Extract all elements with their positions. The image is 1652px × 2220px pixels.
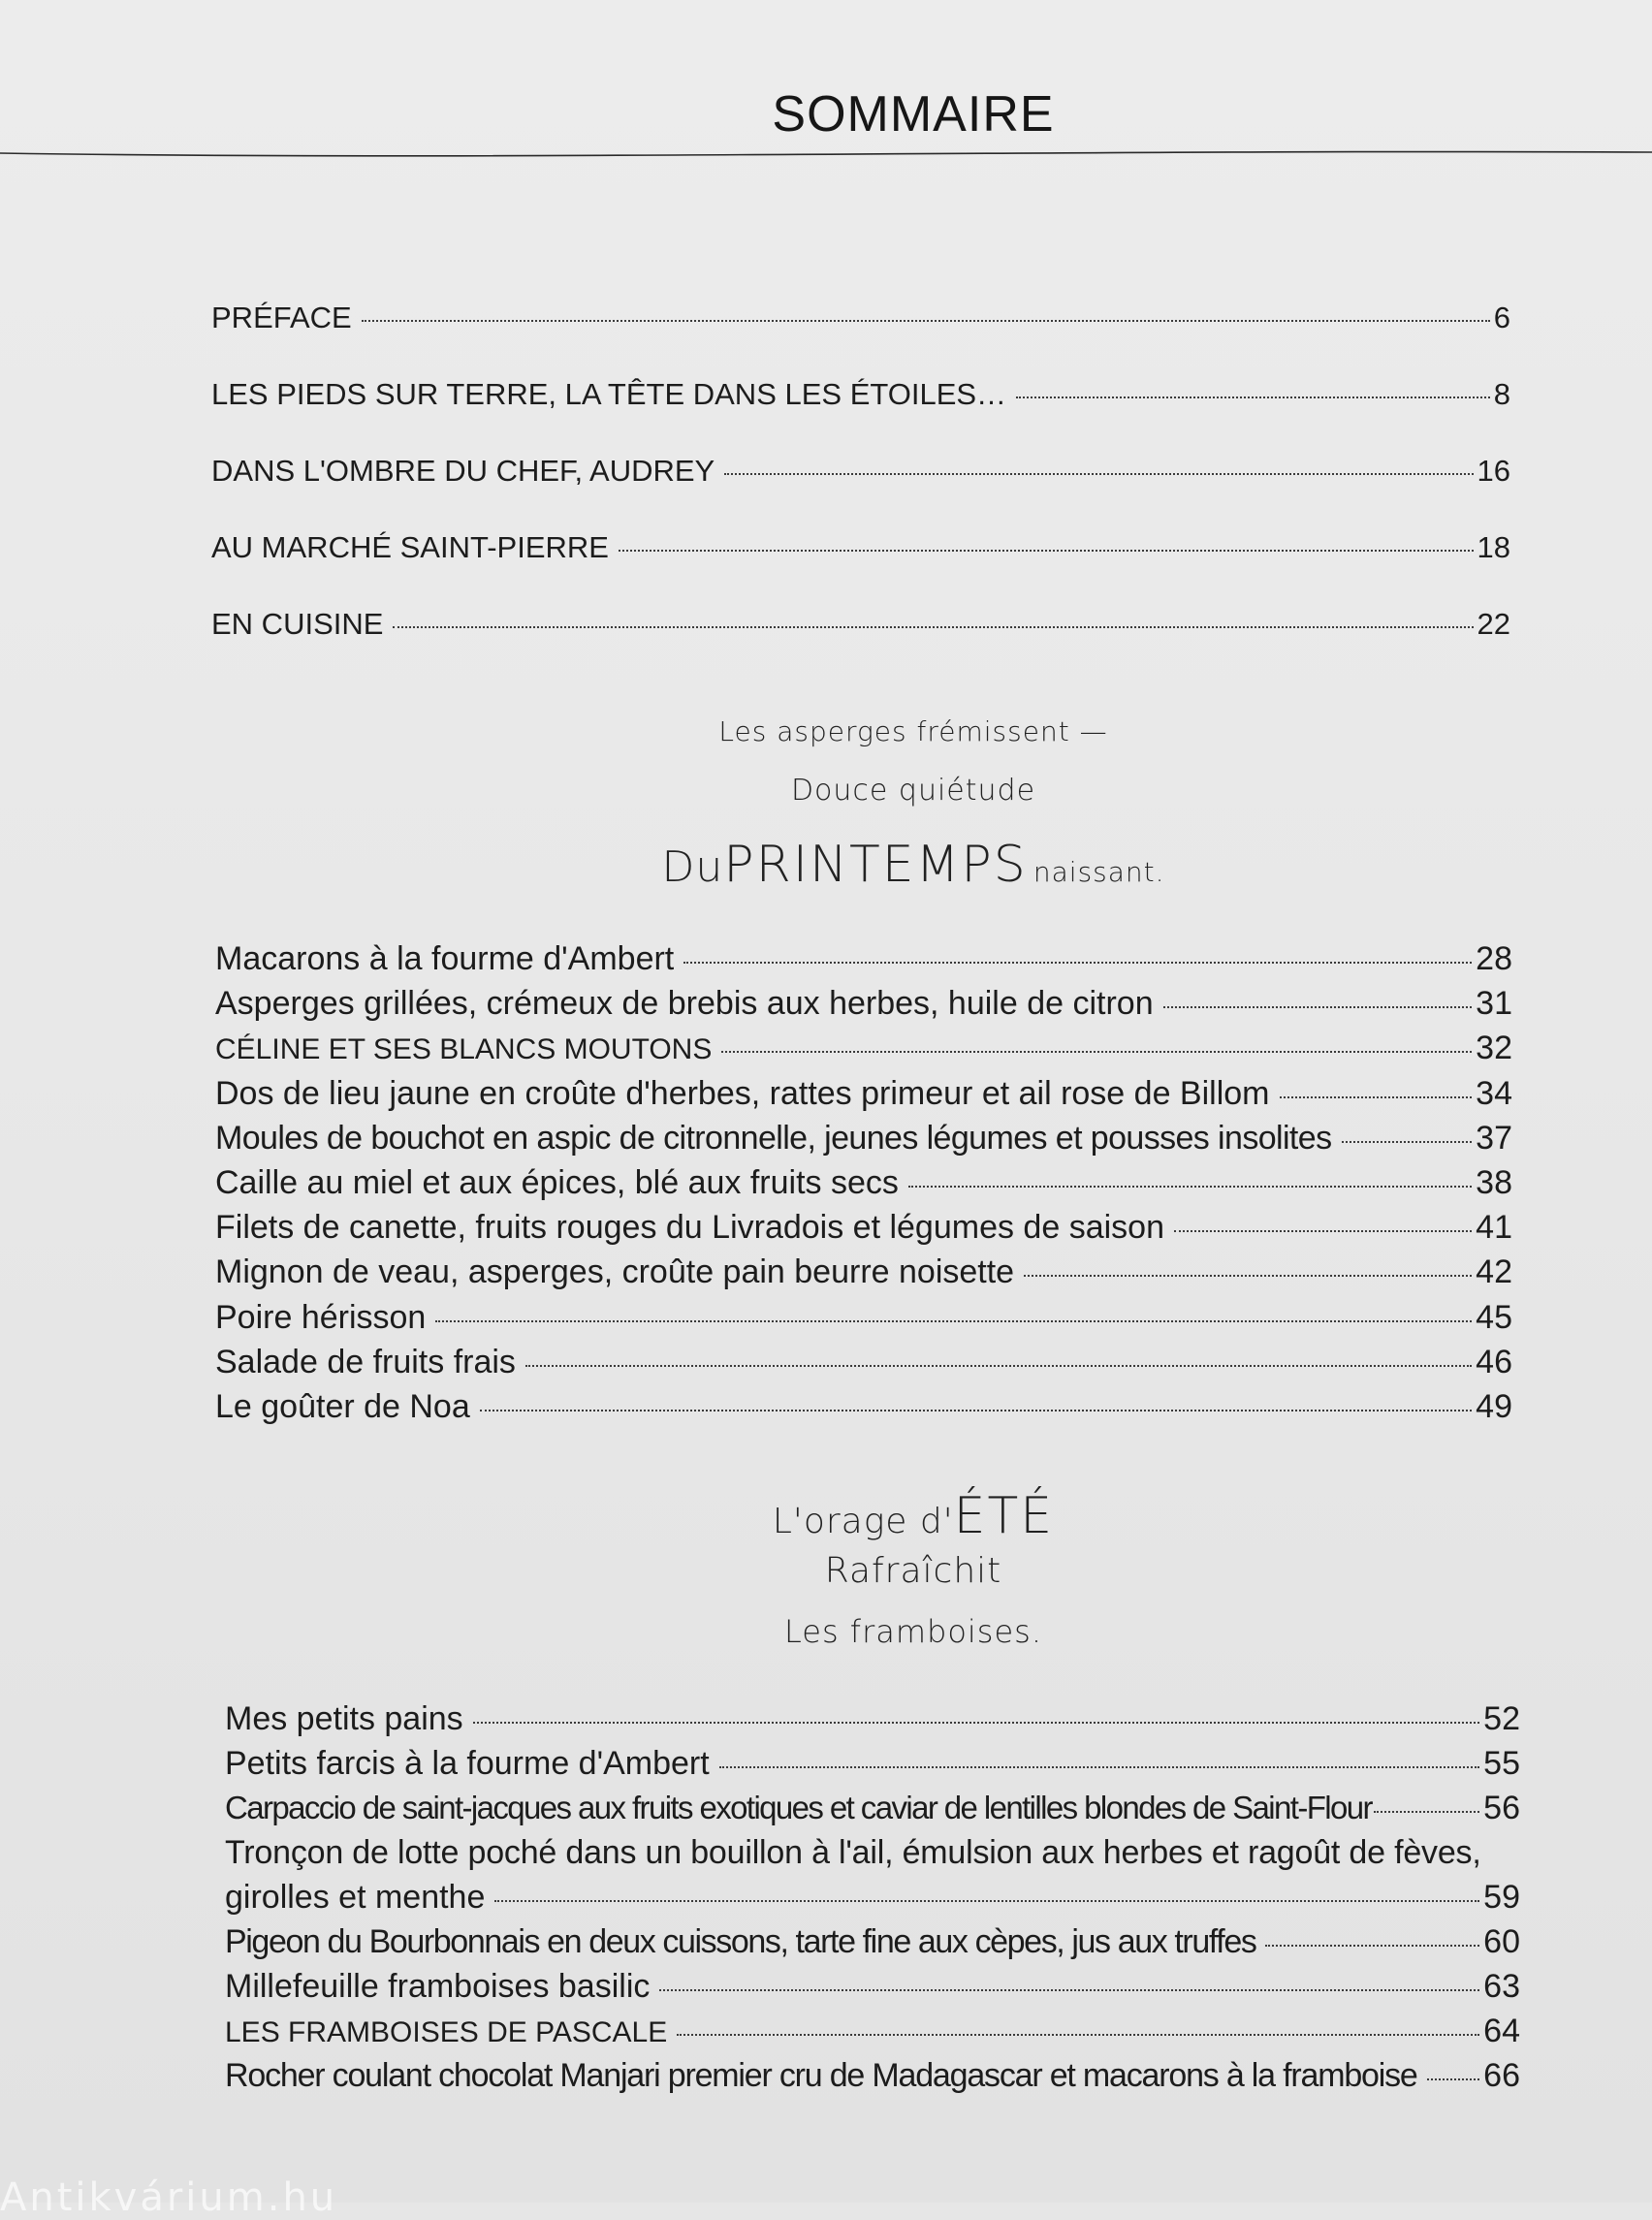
toc-leader [362, 320, 1490, 322]
toc-entry[interactable] [225, 2057, 1520, 2102]
toc-page-number: 16 [1477, 454, 1510, 488]
haiku-line: Les framboises. [784, 1613, 1042, 1650]
toc-leader [619, 550, 1474, 552]
toc-page-number: 31 [1476, 985, 1512, 1023]
toc-page-number: 55 [1483, 1745, 1520, 1782]
toc-page-number: 63 [1483, 1968, 1520, 2005]
toc-leader [1174, 1230, 1472, 1232]
toc-entry-label: Petits farcis à la fourme d'Ambert [225, 1745, 710, 1782]
toc-entry[interactable] [215, 985, 1512, 1030]
haiku-line [0, 836, 1652, 894]
season-name: PRINTEMPS [723, 836, 1028, 894]
toc-leader [721, 1051, 1472, 1053]
haiku-line [0, 1487, 1652, 1551]
toc-page-number: 8 [1493, 377, 1510, 411]
toc-page-number: 59 [1483, 1879, 1520, 1916]
toc-page-number: 46 [1476, 1343, 1512, 1380]
toc-entry[interactable] [215, 1075, 1512, 1120]
toc-entry[interactable] [215, 1164, 1512, 1209]
haiku-line: Rafraîchit [824, 1551, 1002, 1591]
toc-summer-section [225, 1700, 1520, 2102]
haiku-line: Douce quiétude [790, 774, 1036, 808]
toc-leader [1427, 2078, 1480, 2080]
toc-page-number: 56 [1483, 1790, 1520, 1826]
toc-page-number: 18 [1477, 530, 1510, 564]
haiku-word: naissant. [1032, 856, 1165, 888]
toc-entry[interactable] [215, 1120, 1512, 1164]
toc-entry-label: Salade de fruits frais [215, 1343, 516, 1380]
toc-entry-label: Carpaccio de saint-jacques aux fruits exotiques et caviar de lentilles blondes de Saint-Flour [225, 1790, 1372, 1825]
toc-page-number: 66 [1483, 2057, 1520, 2094]
toc-entry-label: DANS L'OMBRE DU CHEF, AUDREY [211, 454, 715, 488]
toc-entry-label: Poire hérisson [215, 1298, 427, 1336]
toc-leader [659, 1989, 1479, 1991]
toc-entry-label: Tronçon de lotte poché dans un bouillon à l'ail, émulsion aux herbes et ragoût de fèves, [225, 1834, 1481, 1871]
toc-leader [1016, 396, 1490, 398]
toc-page-number: 37 [1476, 1119, 1512, 1157]
toc-entry-label: AU MARCHÉ SAINT-PIERRE [211, 530, 609, 564]
toc-entry-label: LES PIEDS SUR TERRE, LA TÊTE DANS LES ÉTOILES… [211, 377, 1007, 411]
toc-entry[interactable] [211, 377, 1510, 454]
toc-leader [1280, 1096, 1473, 1098]
toc-entry[interactable] [225, 2013, 1520, 2057]
toc-page-number: 22 [1477, 607, 1510, 641]
toc-page-number: 38 [1476, 1163, 1512, 1201]
toc-entry[interactable] [225, 1745, 1520, 1790]
toc-entry[interactable] [215, 1209, 1512, 1253]
toc-leader [1342, 1141, 1473, 1143]
toc-leader [435, 1320, 1472, 1322]
toc-leader [1374, 1811, 1479, 1813]
season-name: ÉTÉ [953, 1487, 1055, 1545]
toc-leader [480, 1410, 1472, 1411]
toc-entry-label: Millefeuille framboises basilic [225, 1968, 651, 2005]
toc-entry-label: EN CUISINE [211, 607, 384, 641]
toc-entry-label: Mignon de veau, asperges, croûte pain beurre noisette [215, 1253, 1015, 1291]
toc-entry[interactable] [225, 1790, 1520, 1834]
toc-page-number: 49 [1476, 1387, 1512, 1425]
toc-spring-section [215, 940, 1512, 1433]
toc-entry[interactable] [211, 530, 1510, 607]
toc-page-number: 32 [1476, 1030, 1512, 1067]
toc-leader [1163, 1006, 1473, 1008]
toc-entry-label: Pigeon du Bourbonnais en deux cuissons, tarte fine aux cèpes, jus aux truffes [225, 1923, 1256, 1960]
toc-page-number: 41 [1476, 1209, 1512, 1247]
haiku-word: Du [661, 842, 724, 892]
toc-entry-label: Dos de lieu jaune en croûte d'herbes, rattes primeur et ail rose de Billom [215, 1074, 1270, 1112]
watermark: Antikvárium.hu [0, 2175, 338, 2220]
title-rule [0, 143, 1652, 163]
toc-page-number: 34 [1476, 1074, 1512, 1112]
toc-entry[interactable] [211, 301, 1510, 377]
toc-leader [473, 1722, 1480, 1724]
toc-leader [525, 1365, 1472, 1367]
toc-page-number: 64 [1483, 2013, 1520, 2049]
toc-entry-label: Moules de bouchot en aspic de citronnelle, jeunes légumes et pousses insolites [215, 1119, 1332, 1157]
toc-entry-label: Rocher coulant chocolat Manjari premier cru de Madagascar et macarons à la framboise [225, 2057, 1417, 2094]
toc-entry-label: Le goûter de Noa [215, 1387, 470, 1425]
toc-entry-label: Mes petits pains [225, 1700, 463, 1737]
toc-entry[interactable] [225, 1700, 1520, 1745]
spring-haiku [0, 715, 1652, 894]
toc-leader [724, 473, 1473, 475]
toc-leader [719, 1766, 1479, 1768]
toc-page-number: 60 [1483, 1923, 1520, 1960]
toc-page-number: 28 [1476, 940, 1512, 977]
toc-entry-label: Caille au miel et aux épices, blé aux fruits secs [215, 1163, 899, 1201]
toc-entry[interactable] [215, 940, 1512, 985]
toc-leader [1024, 1275, 1472, 1277]
toc-leader [677, 2034, 1479, 2036]
toc-leader [908, 1186, 1472, 1188]
toc-entry-label: LES FRAMBOISES DE PASCALE [225, 2016, 668, 2048]
toc-entry[interactable] [215, 1299, 1512, 1344]
toc-entry[interactable] [225, 1968, 1520, 2013]
haiku-line: Les asperges frémissent — [718, 715, 1108, 747]
toc-leader [683, 962, 1472, 964]
haiku-word: L'orage d' [772, 1502, 954, 1541]
toc-front-matter [211, 301, 1510, 683]
toc-leader [1265, 1945, 1479, 1947]
toc-entry[interactable] [211, 607, 1510, 683]
toc-entry-label: Asperges grillées, crémeux de brebis aux herbes, huile de citron [215, 985, 1154, 1023]
toc-page-number: 6 [1493, 301, 1510, 334]
toc-entry[interactable] [215, 1344, 1512, 1388]
toc-page-number: 42 [1476, 1253, 1512, 1291]
toc-entry[interactable] [211, 454, 1510, 530]
toc-entry-label: girolles et menthe [225, 1879, 486, 1916]
toc-entry-label: PRÉFACE [211, 301, 352, 334]
toc-page-number: 45 [1476, 1298, 1512, 1336]
page-title: SOMMAIRE [772, 86, 1055, 143]
toc-entry[interactable] [215, 1253, 1512, 1298]
toc-entry-label: Filets de canette, fruits rouges du Livradois et légumes de saison [215, 1209, 1164, 1247]
toc-page-number: 52 [1483, 1700, 1520, 1737]
summer-haiku [0, 1487, 1652, 1650]
toc-leader [393, 626, 1473, 628]
toc-entry-label: Macarons à la fourme d'Ambert [215, 940, 675, 977]
toc-entry[interactable] [225, 1879, 1520, 1923]
toc-entry[interactable] [215, 1388, 1512, 1433]
toc-entry-label: CÉLINE ET SES BLANCS MOUTONS [215, 1033, 713, 1066]
toc-leader [494, 1900, 1479, 1902]
toc-entry-wrapped-line [225, 1834, 1520, 1879]
toc-entry[interactable] [225, 1923, 1520, 1968]
toc-entry[interactable] [215, 1030, 1512, 1074]
